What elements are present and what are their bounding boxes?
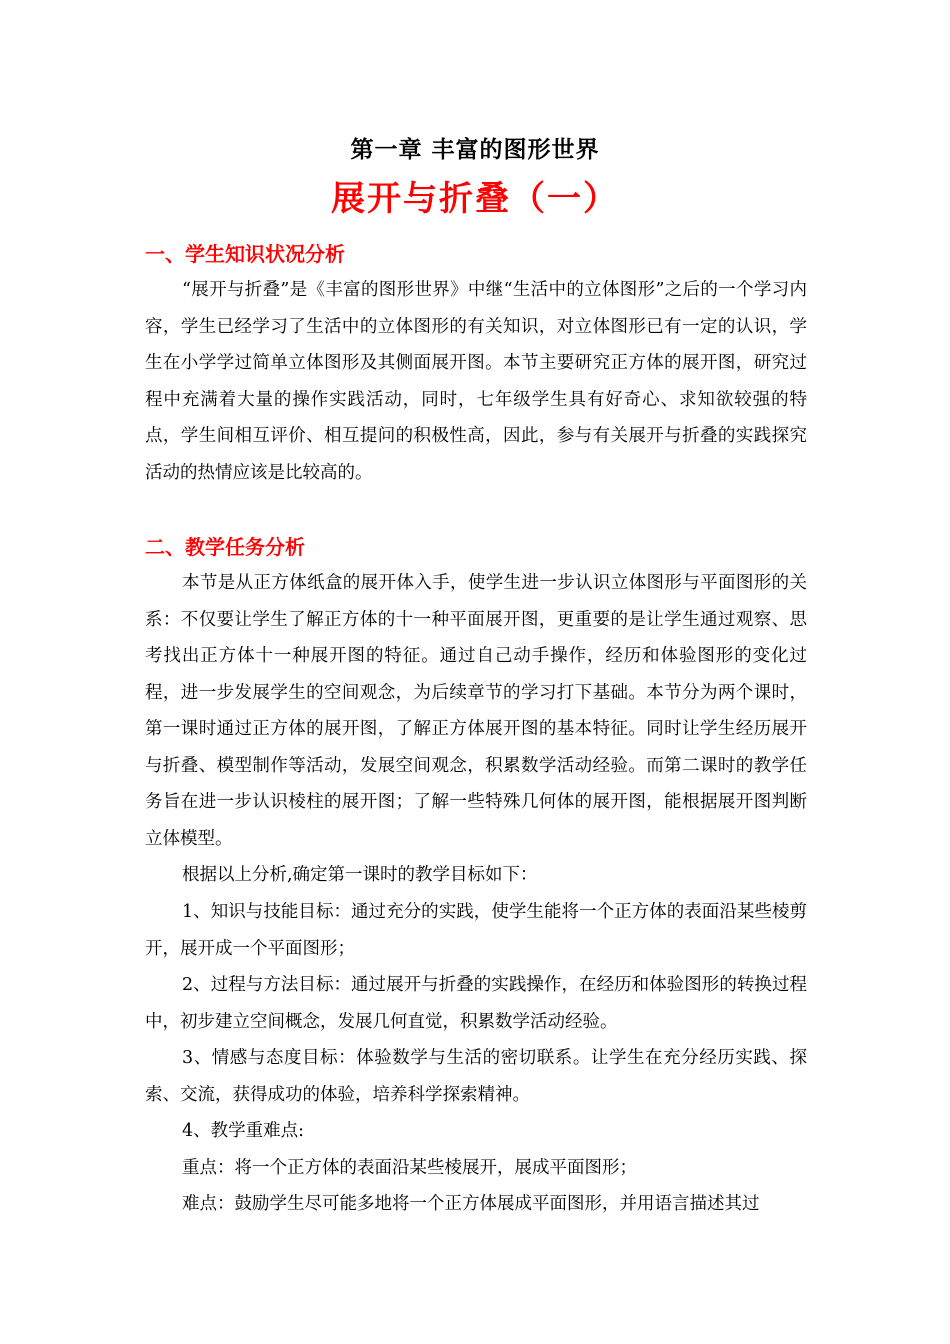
goal-process-methods: 2、过程与方法目标：通过展开与折叠的实践操作，在经历和体验图形的转换过程中，初步建立空间概念，发展几何直觉，积累数学活动经验。 (145, 975, 807, 1032)
section-heading-student-analysis: 一、学生知识状况分析 (145, 242, 345, 266)
chapter-title: 第一章 丰富的图形世界 (350, 137, 600, 163)
goal-knowledge-skills: 1、知识与技能目标：通过充分的实践，使学生能将一个正方体的表面沿某些棱剪开，展开成一个平面图形； (145, 902, 807, 959)
lesson-title: 展开与折叠（一） (331, 179, 619, 219)
difficulty-point: 难点：鼓励学生尽可能多地将一个正方体展成平面图形，并用语言描述其过 (182, 1194, 760, 1214)
goal-emotion-attitude: 3、情感与态度目标：体验数学与生活的密切联系。让学生在充分经历实践、探索、交流，获得成功的体验，培养科学探索精神。 (145, 1048, 807, 1105)
paragraph-student-analysis: “展开与折叠”是《丰富的图形世界》中继“生活中的立体图形”之后的一个学习内容，学生已经学习了生活中的立体图形的有关知识，对立体图形已有一定的认识，学生在小学学过简单立体图形及其侧面展开图。本节主要研究正方体的展开图，研究过程中充满着大量的操作实践活动，同时，七年级学生具有好奇心、求知欲较强的特点，学生间相互评价、相互提问的积极性高，因此，参与有关展开与折叠的实践探究活动的热情应该是比较高的。 (145, 280, 807, 483)
paragraph-goals-intro: 根据以上分析,确定第一课时的教学目标如下： (182, 865, 538, 885)
section-heading-task-analysis: 二、教学任务分析 (145, 535, 305, 559)
goal-key-difficult-points: 4、教学重难点: (182, 1121, 305, 1141)
key-point: 重点：将一个正方体的表面沿某些棱展开，展成平面图形； (182, 1158, 637, 1178)
paragraph-task-analysis: 本节是从正方体纸盒的展开体入手，使学生进一步认识立体图形与平面图形的关系：不仅要让学生了解正方体的十一种平面展开图，更重要的是让学生通过观察、思考找出正方体十一种展开图的特征。通过自己动手操作，经历和体验图形的变化过程，进一步发展学生的空间观念，为后续章节的学习打下基础。本节分为两个课时，第一课时通过正方体的展开图，了解正方体展开图的基本特征。同时让学生经历展开与折叠、模型制作等活动，发展空间观念，积累数学活动经验。而第二课时的教学任务旨在进一步认识棱柱的展开图；了解一些特殊几何体的展开图，能根据展开图判断立体模型。 (145, 573, 807, 849)
